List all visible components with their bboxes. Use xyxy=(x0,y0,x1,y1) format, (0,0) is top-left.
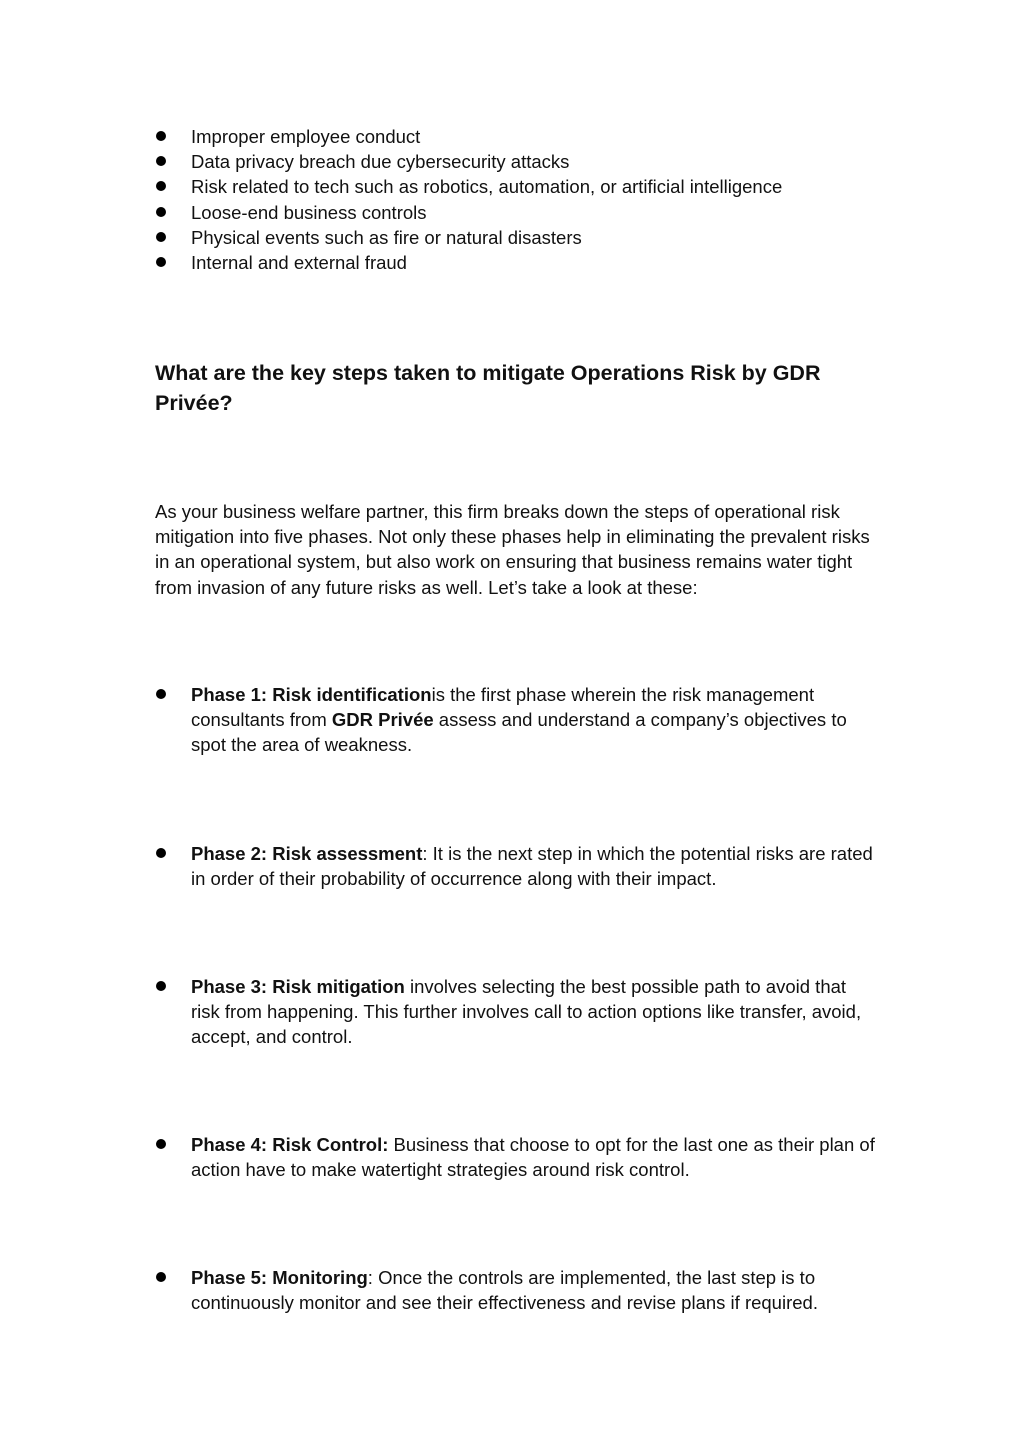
phase-title: Phase 1: Risk identification xyxy=(191,684,432,705)
bullet-icon xyxy=(156,257,166,267)
section-heading: What are the key steps taken to mitigate Operations Risk by GDR Privée? xyxy=(155,361,821,415)
list-item xyxy=(155,174,875,199)
bullet-icon xyxy=(156,1272,166,1282)
phase-title: Phase 2: Risk assessment xyxy=(191,843,423,864)
intro-paragraph: As your business welfare partner, this firm breaks down the steps of operational risk mitigation into five phases. Not only these phases help in eliminating the prevalent risks in an operational system, but also work on ensuring that business remains water tight from invasion of any future risks as well. Let’s take a look at these: xyxy=(155,501,870,598)
phase-text: assess and understand a company’s objectives to spot the area of weakness. xyxy=(191,709,847,756)
bullet-icon xyxy=(156,689,166,699)
bullet-icon xyxy=(156,181,166,191)
phase-item-1 xyxy=(155,682,875,758)
phase-item-5 xyxy=(155,1265,875,1315)
bullet-icon xyxy=(156,1139,166,1149)
bullet-icon xyxy=(156,981,166,991)
bullet-icon xyxy=(156,232,166,242)
phase-title: Phase 5: Monitoring xyxy=(191,1267,368,1288)
phase-item-3 xyxy=(155,974,875,1050)
risk-bullet-list xyxy=(155,124,875,275)
list-item-text: Improper employee conduct xyxy=(191,126,421,147)
bullet-icon xyxy=(156,131,166,141)
bullet-icon xyxy=(156,156,166,166)
list-item-text: Internal and external fraud xyxy=(191,251,407,273)
phase-title: Phase 4: Risk Control: xyxy=(191,1134,389,1155)
phase-text: : Once the controls are implemented, the last step is to continuously monitor and see their effectiveness and revise plans if required. xyxy=(191,1267,818,1314)
phase-text: Business that choose to opt for the last one as their plan of action have to make watertight strategies around risk control. xyxy=(191,1134,875,1181)
phase-text: is the first phase wherein the risk management consultants from xyxy=(191,684,815,731)
list-item-text: Loose-end business controls xyxy=(191,201,427,223)
phase-text: involves selecting the best possible path to avoid that risk from happening. This further involves call to action options like transfer, avoid, accept, and control. xyxy=(191,976,862,1048)
phase-item-2 xyxy=(155,841,875,891)
bullet-icon xyxy=(156,848,166,858)
bullet-icon xyxy=(156,207,166,217)
brand-name: GDR Privée xyxy=(331,709,434,731)
list-item xyxy=(155,149,875,174)
phase-text: : It is the next step in which the potential risks are rated in order of their probability of occurrence along with their impact. xyxy=(191,843,873,890)
phase-title: Phase 3: Risk mitigation xyxy=(191,976,405,997)
list-item xyxy=(155,225,875,250)
phase-item-4 xyxy=(155,1132,875,1182)
list-item xyxy=(155,124,875,149)
list-item xyxy=(155,200,875,225)
list-item-text: Physical events such as fire or natural disasters xyxy=(191,226,582,248)
list-item-text: Risk related to tech such as robotics, automation, or artificial intelligence xyxy=(191,176,783,198)
list-item xyxy=(155,250,875,275)
list-item-text: Data privacy breach due cybersecurity attacks xyxy=(191,151,570,173)
